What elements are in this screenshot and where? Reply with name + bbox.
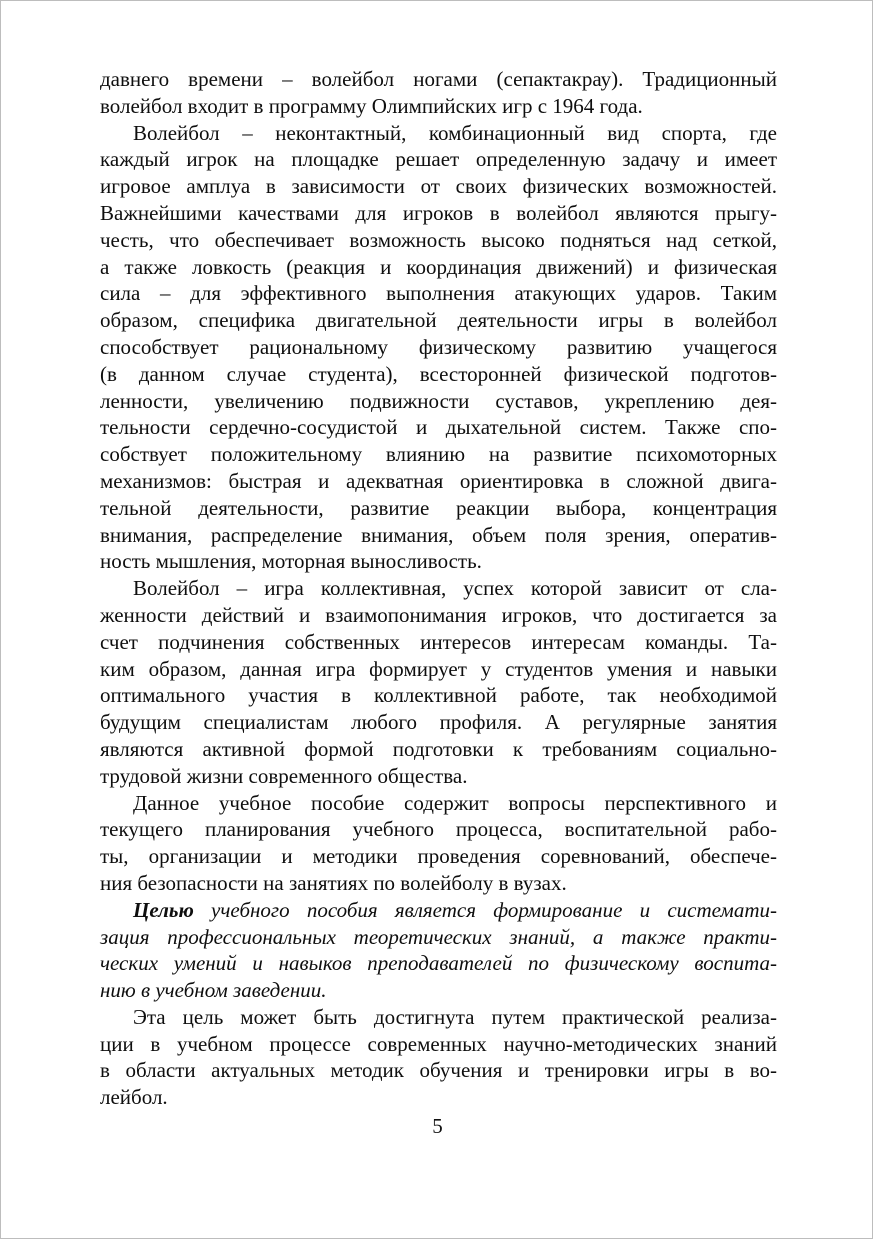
bold-lead-word: Целью [133, 897, 194, 922]
paragraph [100, 66, 777, 120]
text-line: честь, что обеспечивает возможность высоко подняться над сеткой, [100, 227, 777, 252]
paragraph [100, 575, 777, 789]
text-line: а также ловкость (реакция и координация движений) и физическая [100, 254, 777, 279]
text-line: Данное учебное пособие содержит вопросы перспективного и [133, 790, 777, 815]
text-line: каждый игрок на площадке решает определенную задачу и имеет [100, 147, 777, 172]
paragraph [100, 897, 777, 1004]
text-line: трудовой жизни современного общества. [100, 763, 468, 788]
text-line: являются активной формой подготовки к требованиям социально- [100, 736, 777, 761]
text-line: ленности, увеличению подвижности суставов, укреплению дея- [100, 388, 777, 413]
text-line: Эта цель может быть достигнута путем практической реализа- [133, 1004, 777, 1029]
text-line: способствует рациональному физическому развитию учащегося [100, 334, 777, 359]
text-line: Целью учебного пособия является формирование и системати- [133, 897, 777, 922]
paragraph [100, 1004, 777, 1111]
text-line: внимания, распределение внимания, объем поля зрения, оператив- [100, 522, 777, 547]
text-line: игровое амплуа в зависимости от своих физических возможностей. [100, 174, 777, 199]
text-line: сила – для эффективного выполнения атакующих ударов. Таким [100, 281, 777, 306]
text-line: образом, специфика двигательной деятельности игры в волейбол [100, 308, 777, 333]
text-line: (в данном случае студента), всесторонней физической подготов- [100, 361, 777, 386]
text-line: тельной деятельности, развитие реакции выбора, концентрация [100, 495, 777, 520]
text-line: волейбол входит в программу Олимпийских игр с 1964 года. [100, 93, 643, 118]
text-line: ния безопасности на занятиях по волейболу в вузах. [100, 870, 567, 895]
paragraph [100, 120, 777, 576]
text-line: Важнейшими качествами для игроков в волейбол являются прыгу- [100, 200, 777, 225]
text-line: зация профессиональных теоретических знаний, а также практи- [100, 924, 777, 949]
text-line: Волейбол – неконтактный, комбинационный вид спорта, где [133, 120, 777, 145]
text-line: собствует положительному влиянию на развитие психомоторных [100, 442, 777, 467]
text-line: ческих умений и навыков преподавателей по физическому воспита- [100, 951, 777, 976]
text-line: в области актуальных методик обучения и тренировки игры в во- [100, 1058, 777, 1083]
text-line: женности действий и взаимопонимания игроков, что достигается за [100, 602, 777, 627]
text-line: будущим специалистам любого профиля. А регулярные занятия [100, 710, 777, 735]
text-line: нию в учебном заведении. [100, 978, 327, 1003]
text-line: механизмов: быстрая и адекватная ориентировка в сложной двига- [100, 468, 777, 493]
text-line: тельности сердечно-сосудистой и дыхательной систем. Также спо- [100, 415, 777, 440]
page-number: 5 [432, 1114, 443, 1138]
text-line: оптимального участия в коллективной работе, так необходимой [100, 683, 777, 708]
text-line: ции в учебном процессе современных научно-методических знаний [100, 1031, 777, 1056]
text-line: счет подчинения собственных интересов интересам команды. Та- [100, 629, 777, 654]
paragraph [100, 790, 777, 897]
text-line: лейбол. [100, 1085, 168, 1110]
text-line: ким образом, данная игра формирует у студентов умения и навыки [100, 656, 777, 681]
text-line: ность мышления, моторная выносливость. [100, 549, 482, 574]
text-line: ты, организации и методики проведения соревнований, обеспече- [100, 844, 777, 869]
text-line: Волейбол – игра коллективная, успех которой зависит от сла- [133, 576, 777, 601]
text-line: текущего планирования учебного процесса, воспитательной рабо- [100, 817, 777, 842]
text-block [100, 66, 777, 1111]
text-line: давнего времени – волейбол ногами (сепактакрау). Традиционный [100, 67, 777, 91]
